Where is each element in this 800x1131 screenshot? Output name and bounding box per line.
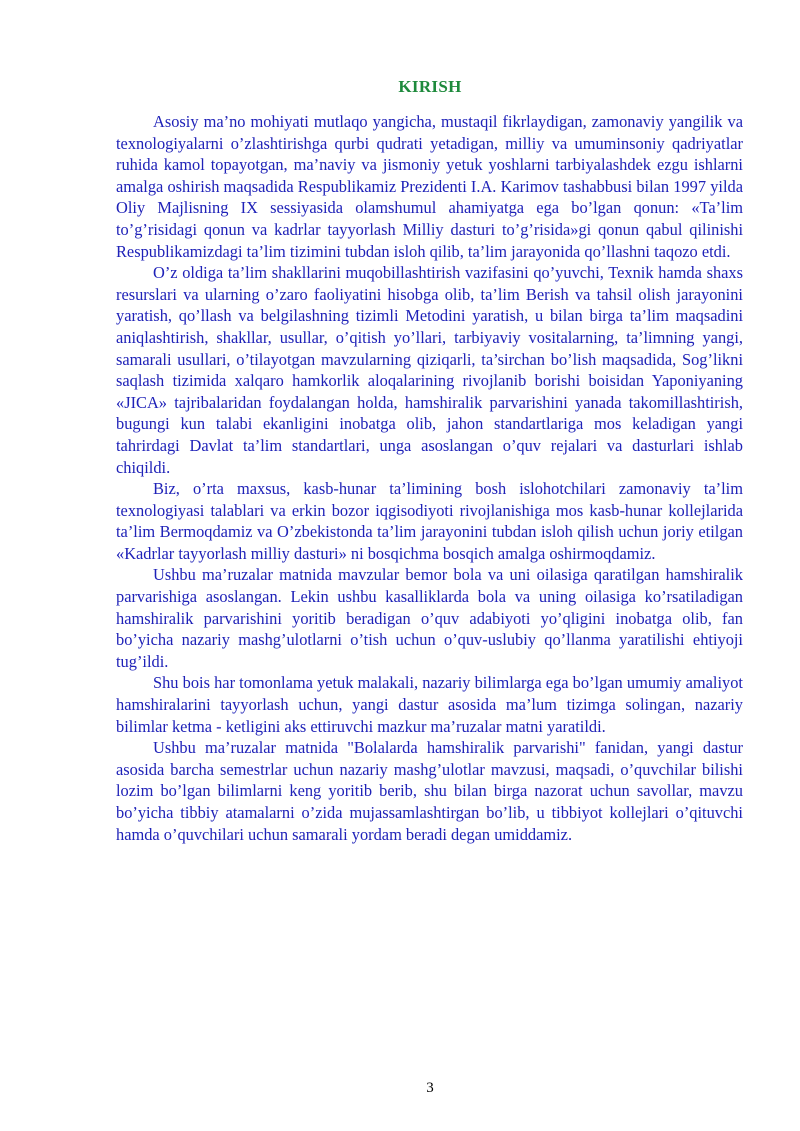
paragraph-6: Ushbu ma’ruzalar matnida "Bolalarda hamshiralik parvarishi" fanidan, yangi dastur asosida barcha semestrlar uchun nazariy mashg’ulotlar mavzusi, maqsadi, o’quvchilar bilishi lozim bo’lgan bilimlarni keng yoritib berib, shu bilan birga nazorat uchun savollar, mavzu bo’yicha tibbiy atamalarni o’zida mujassamlashtirgan bo’lib, u tibbiyot kollejlari o’qituvchi hamda o’quvchilari uchun samarali yordam beradi degan umiddamiz.: [116, 738, 743, 844]
page-title: KIRISH: [398, 77, 462, 96]
body-text: [116, 111, 743, 845]
paragraph-4: Ushbu ma’ruzalar matnida mavzular bemor bola va uni oilasiga qaratilgan hamshiralik parvarishiga asoslangan. Lekin ushbu kasalliklarda bola va uning oilasiga ko’rsatiladigan hamshiralik parvarishini yoritib beradigan o’quv adabiyoti yo’qligini inobatga olib, fan bo’yicha nazariy mashg’ulotlarni o’tish uchun o’quv-uslubiy qo’llanma yaratilishi ehtiyoji tug’ildi.: [116, 565, 743, 671]
paragraph-5: Shu bois har tomonlama yetuk malakali, nazariy bilimlarga ega bo’lgan umumiy amaliyot hamshiralarini tayyorlash uchun, yangi dastur asosida ma’lum tizimga solingan, nazariy bilimlar ketma - ketligini aks ettiruvchi mazkur ma’ruzalar matni yaratildi.: [116, 673, 743, 736]
paragraph-2: O’z oldiga ta’lim shakllarini muqobillashtirish vazifasini qo’yuvchi, Texnik hamda shaxs resurslari va ularning o’zaro faoliyatini hisobga olib, ta’lim Berish va tahsil olish jarayonini yaratish, qo’llash va belgilashning tizimli Metodini yaratish, u bilan birga ta’lim maqsadini aniqlashtirish, shakllar, usullar, o’qitish yo’llari, tarbiyaviy vositalarning, ta’limning yangi, samarali usullari, o’tilayotgan mavzularning qiziqarli, ta’sirchan bo’lish maqsadida, Sog’likni saqlash tizimida xalqaro hamkorlik aloqalarining rivojlanib borishi boisidan Yaponiyaning «JICA» tajribalaridan foydalangan holda, hamshiralik parvarishini yanada takomillashtirish, bugungi kun talabi ekanligini inobatga olib, jahon standartlariga mos keladigan yangi tahrirdagi Davlat ta’lim standartlari, unga asoslangan o’quv rejalari va dasturlari ishlab chiqildi.: [116, 263, 743, 477]
page-number: 3: [426, 1080, 434, 1096]
paragraph-3: Biz, o’rta maxsus, kasb-hunar ta’limining bosh islohotchilari zamonaviy ta’lim texnologiyasi talablari va erkin bozor iqgisodiyoti rivojlanishiga mos kasb-hunar kollejlarida ta’lim Bermoqdamiz va O’zbekistonda ta’lim jarayonini tubdan isloh qilish uchun joriy etilgan «Kadrlar tayyorlash milliy dasturi» ni bosqichma bosqich amalga oshirmoqdamiz.: [116, 479, 743, 563]
paragraph-1: Asosiy ma’no mohiyati mutlaqo yangicha, mustaqil fikrlaydigan, zamonaviy yangilik va texnologiyalarni o’zlashtirishga qurbi qudrati yetadigan, milliy va umuminsoniy qadriyatlar ruhida kamol topayotgan, ma’naviy va jismoniy yetuk yoshlarni tarbiyalashdek ezgu ishlarni amalga oshirish maqsadida Respublikamiz Prezidenti I.A. Karimov tashabbusi bilan 1997 yilda Oliy Majlisning IX sessiyasida olamshumul ahamiyatga ega bo’lgan qonun: «Ta’lim to’g’risidagi qonun va kadrlar tayyorlash Milliy dasturi to’g’risida»gi qonun qabul qilinishi Respublikamizdagi ta’lim tizimini tubdan isloh qilib, ta’lim jarayonida qo’llashni taqozo etdi.: [116, 112, 743, 261]
